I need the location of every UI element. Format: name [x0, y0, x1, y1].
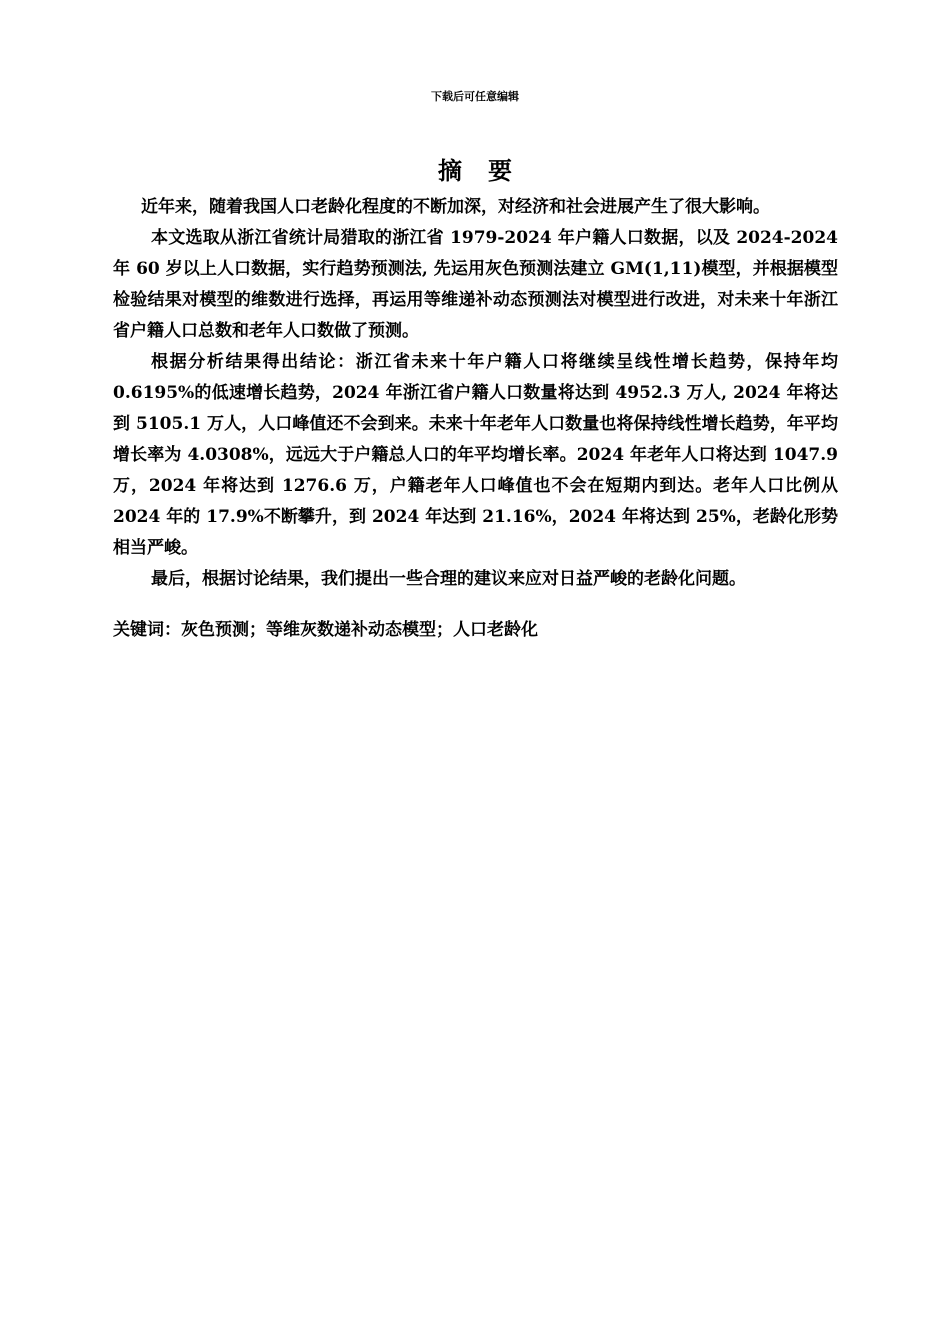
- abstract-paragraph-4: 最后，根据讨论结果，我们提出一些合理的建议来应对日益严峻的老龄化问题。: [151, 569, 746, 589]
- abstract-body: [113, 192, 838, 595]
- abstract-title: 摘要: [438, 157, 538, 185]
- abstract-paragraph-1: 近年来，随着我国人口老龄化程度的不断加深，对经济和社会进展产生了很大影响。: [141, 197, 770, 217]
- abstract-paragraph-2: 本文选取从浙江省统计局猎取的浙江省 1979-2024 年户籍人口数据，以及 2024-2024 年 60 岁以上人口数据，实行趋势预测法, 先运用灰色预测法建立 GM(1,11)模型，并根据模型检验结果对模型的维数进行选择，再运用等维递补动态预测法对模型进行改进，对未来十年浙江省户籍人口总数和老年人口数做了预测。: [113, 228, 838, 341]
- header-note: 下载后可任意编辑: [431, 90, 519, 103]
- abstract-paragraph-3: 根据分析结果得出结论：浙江省未来十年户籍人口将继续呈线性增长趋势，保持年均 0.6195%的低速增长趋势，2024 年浙江省户籍人口数量将达到 4952.3 万人, 2024 年将达到 5105.1 万人，人口峰值还不会到来。未来十年老年人口数量也将保持线性增长趋势，年平均增长率为 4.0308%，远远大于户籍总人口的年平均增长率。2024 年老年人口将达到 1047.9 万，2024 年将达到 1276.6 万，户籍老年人口峰值也不会在短期内到达。老年人口比例从 2024 年的 17.9%不断攀升，到 2024 年达到 21.16%，2024 年将达到 25%，老龄化形势相当严峻。: [113, 352, 838, 558]
- keywords-label: 关键词：: [113, 620, 181, 640]
- keywords-line: [113, 615, 838, 646]
- keywords-text: 灰色预测；等维灰数递补动态模型；人口老龄化: [181, 620, 538, 640]
